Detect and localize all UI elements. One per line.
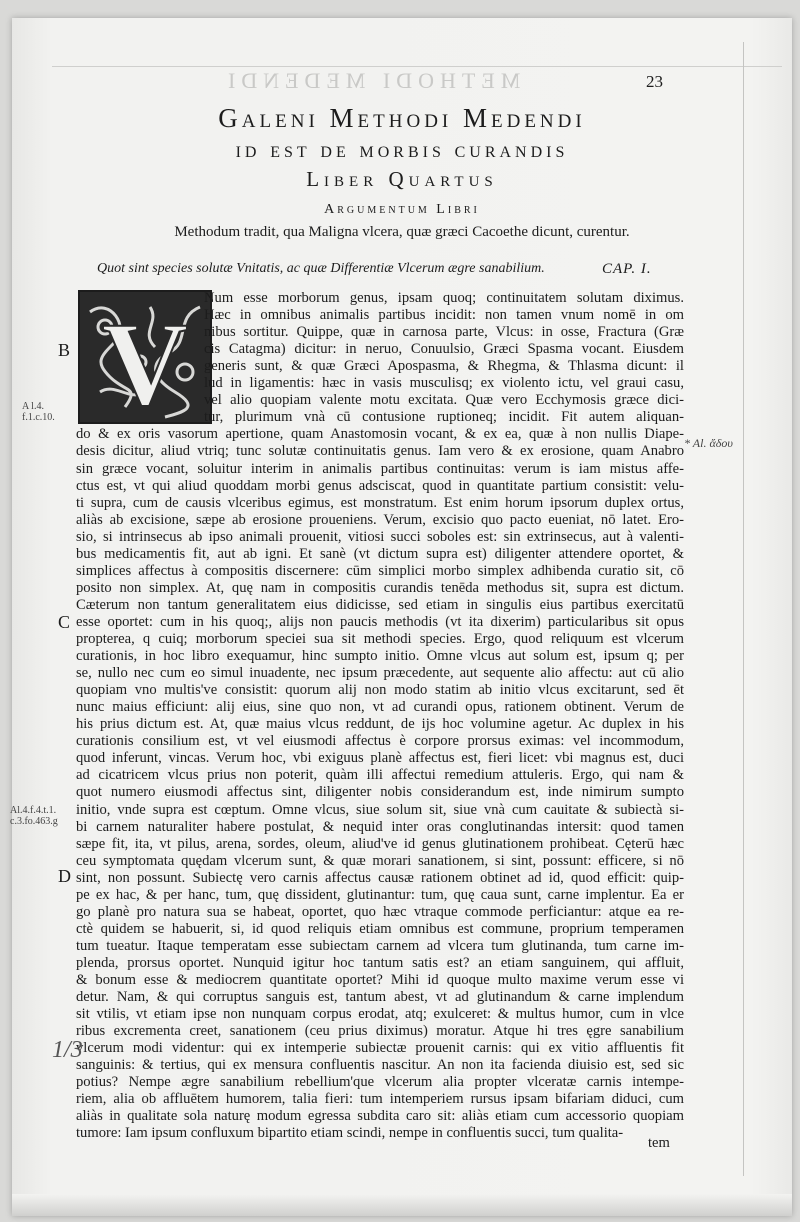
body-line: ceu symptomata quędam vlcerum sunt, & quæ morari sanationem, si sint, possunt: efficere, si nō bbox=[76, 852, 684, 869]
body-line: ctus est, vt qui aliud quoddam morbi genus adsciscat, quod in quantitate partium consistit: velu- bbox=[76, 477, 684, 494]
body-line: plenda, prorsus oportet. Nunquid igitur hoc tantum satis est? an etiam sanguinem, qui affluit, bbox=[76, 954, 684, 971]
chapter-rubric: Quot sint species solutæ Vnitatis, ac quæ Differentiæ Vlcerum ægre sanabilium. bbox=[97, 261, 545, 276]
page-fold-line bbox=[52, 66, 782, 67]
body-line: go planè pro natura sua se habeat, oportet, quo hæc vtraque commode perficiantur: atque ea re- bbox=[76, 903, 684, 920]
body-line: ribus excrementa creet, sanationem (ceu prius diximus) moratur. Atque hi tres ęgre sanabilium bbox=[76, 1023, 684, 1040]
body-line: curationis consilium est, vt vel eiusmodi affectus è corpore prorsus eximas: vel incommodum, bbox=[76, 733, 684, 750]
body-line: posito non simplex. At, quę nam in compositis curandis tenēda methodus sit, supra est dictum. bbox=[76, 579, 684, 596]
page-number: 23 bbox=[646, 72, 663, 91]
body-line: his prius dictum est. At, quæ maius vlcus reddunt, de ijs hoc volumine agetur. Ac duplex in his bbox=[76, 716, 684, 733]
body-line: Num esse morborum genus, ipsam quoq; continuitatem solutam diximus. bbox=[204, 290, 684, 306]
title-line-3: Liber Quartus bbox=[306, 167, 498, 191]
body-line: pe ex hac, & per hanc, tum, quę dissident, glutinantur: tum, quę caua sunt, carne implentur. Ea er bbox=[76, 886, 684, 903]
page-bottom-edge bbox=[12, 1194, 792, 1216]
body-line: aliàs ab excisione, sæpe ab erosione proueniens. Verum, excisio quo pacto eueniat, nō latet. Ero- bbox=[76, 511, 684, 528]
body-line: generis sunt, & quæ Græci Apospasma, & Rhegma, & Thlasma dicunt: il bbox=[204, 358, 684, 375]
chapter-number: CAP. I. bbox=[602, 261, 652, 277]
catchword: tem bbox=[648, 1135, 670, 1151]
book-page bbox=[12, 18, 792, 1216]
body-line: vlcerum modi videntur: qui ex intemperie subiectæ prouenit carnis: qui ex vitio affluentis fit bbox=[76, 1040, 684, 1057]
body-line: sint, non possunt. Subiectę vero carnis affectus causæ rationem obtinet ad id, quod efficit: quip- bbox=[76, 869, 684, 886]
body-line: riem, alia ob affluētem humorem, talia fieri: tum intemperiem rursus ipsam bifariam diduci, cum bbox=[76, 1091, 684, 1108]
body-line: cis Catagma) dicitur: in neruo, Conuulsio, Græci Spasma vocant. Eiusdem bbox=[204, 341, 684, 358]
foliage-ornament-icon bbox=[80, 292, 210, 422]
argument-heading: Argumentum Libri bbox=[324, 202, 480, 217]
body-line: se, nullo nec cum eo simul inuadente, nec ipsum præcedente, aut sequente alio affectu: aut cū alio bbox=[76, 665, 684, 682]
margin-letter-d: D bbox=[58, 866, 71, 886]
margin-reference-top: A l.4. f.1.c.10. bbox=[22, 401, 55, 423]
body-line: initio, vnde supra est cœptum. Omne vlcus, siue solum sit, siue vnà cum cauitate & subiectà si- bbox=[76, 801, 684, 818]
body-line: propterea, q cuiq; morborum speciei sua sit methodi species. Ergo, quod reliquum est vlcerum bbox=[76, 631, 684, 647]
body-line: ad cicatricem vlcus prius non poterit, quàm illi affectui remedium attuleris. Ergo, qui nam & bbox=[76, 767, 684, 784]
argument-text: Methodum tradit, qua Maligna vlcera, quæ græci Cacoethe dicunt, curentur. bbox=[174, 224, 630, 240]
body-line: quopiam vno multis've consistit: quorum alij non modo statim ab initio vlcus excitarunt, sed ēt bbox=[76, 682, 684, 699]
body-line: sæpe fit, ita, vt pilus, arena, sordes, oleum, aliud've id genus glutinationem prohibeat. Cęterū hæc bbox=[76, 835, 684, 852]
body-line: quot numero eiusmodi affectus sint, diligenter nobis considerandum est, inde nimirum sumpto bbox=[76, 784, 684, 801]
body-line: bus medicamentis fit, aut ab igni. Et sanè (vt dictum supra est) diligenter attendere oportet, & bbox=[76, 545, 684, 562]
body-line: quod inferunt, vincas. Verum hoc, vbi exiguus planè affectus est, fieri licet: vbi magnus est, duci bbox=[76, 750, 684, 767]
title-line-1: Galeni Methodi Medendi bbox=[218, 103, 586, 133]
initial-letter: V bbox=[101, 297, 189, 422]
body-line: tumore: Iam ipsum confluxum bipartito etiam scindi, nempe in confluentis succi, tum qualita- bbox=[76, 1125, 624, 1142]
body-line: nibus sortitur. Quippe, quæ in carnosa parte, Vlcus: in osse, Fractura (Græ bbox=[204, 324, 684, 341]
body-line: Hæc in omnibus animalis partibus incidit: non tamen vnum nomē in om bbox=[204, 307, 684, 324]
body-line: tum tueatur. Itaque temperatam esse subiectam carnem ad vlcera tum glutinanda, tum carne im- bbox=[76, 937, 684, 954]
body-line: ti supra, cum de causis vlceribus egimus, est monstratum. Est enim horum ipsorum duplex ortus, bbox=[76, 494, 684, 511]
body-line: tur, plurimum vnà cū contusione ruptioneq; incidit. Fit autem aliquan- bbox=[204, 409, 684, 426]
margin-reference-bottom: Al.4.f.4.t.1. c.3.fo.463.g bbox=[10, 805, 58, 827]
margin-letter-c: C bbox=[58, 612, 71, 632]
body-line: sit vtilis, vt etiam ipse non nunquam corpus erodat, atq; exulceret: & multus humor, cum in vlce bbox=[76, 1006, 684, 1023]
body-line: Cæterum non tantum generalitatem eius didicisse, sed etiam in singulis eius partibus exercitatū bbox=[76, 596, 684, 613]
body-line: potius? Nempe ægre sanabilium rebellium'que vlcerum alia propter vlceratæ carnis intempe- bbox=[76, 1074, 684, 1091]
body-line: detur. Nam, & qui corruptus sanguis est, tantum abest, vt ad glutinandum & carne implendum bbox=[76, 989, 684, 1006]
body-line: vel alio quopiam valente motu excitata. Quæ vero Ecchymosis græce dici- bbox=[204, 392, 684, 409]
body-line: & bonum esse & mediocrem quantitate oportet? Mihi id quoque multo maxime verum esse vi bbox=[76, 972, 684, 988]
body-line: ctè quidem se habuerit, si, id quod reliquis etiam omnibus est commune, proprium temperamen bbox=[76, 920, 684, 937]
body-line: sanguinis: & tertius, qui ex mensura confluentis nascitur. An non ita facienda diuisio est, sed sic bbox=[76, 1057, 684, 1074]
margin-note-right: * Al. ἄδου bbox=[684, 436, 733, 450]
body-line: esse oportet: cum in his quoq;, alijs non paucis methodis (vt ita dixerim) particularibus sit opus bbox=[76, 613, 684, 630]
margin-letter-b: B bbox=[58, 340, 71, 360]
body-line: lud in ligamentis: hæc in vasis musculisq; ex violento ictu, vel graui casu, bbox=[204, 375, 684, 392]
title-line-2: id est de morbis curandis bbox=[235, 137, 569, 162]
body-line: nunc maius efficiunt: alij eius, sine quo non, vt ad curandi opus, rationem obtinent. Verum de bbox=[76, 699, 684, 716]
body-line: do & ex oris vasorum apertione, quam Anastomosin vocant, & ex ea, quæ à non nullis Diape- bbox=[76, 426, 684, 443]
body-line: sio, si intrinsecus ab ipso animali prouenit, vitiosi succi soboles est: sin extrinsecus, aut à valenti- bbox=[76, 528, 684, 545]
body-line: sin græce vocant, soluitur interim in animalis partibus continuitas: verum is iam mistus affe- bbox=[76, 460, 684, 477]
body-line: curationis, in hoc libro exequamur, hinc sumpto initio. Omne vlcus aut solum est, ipsum q; per bbox=[76, 648, 684, 665]
body-line: desis dicitur, aliud vtriq; tunc solutæ continuitatis genus. Iam vero & ex erosione, quam Anabro bbox=[76, 443, 684, 460]
decorated-initial bbox=[78, 290, 212, 424]
bleed-through-running-head: METHODI MEDENDI bbox=[222, 68, 521, 93]
body-line: bi carnem naturaliter habere postulat, & nequid inter oras conglutinandas intersit: quod tamen bbox=[76, 818, 684, 835]
handwritten-note: 1/3 bbox=[52, 1037, 83, 1063]
body-line: aliàs in qualitate sola naturę modum egressa subdita caro sit: aliàs etiam cum accessorio quopiam bbox=[76, 1108, 684, 1125]
body-line: simplices affectus à compositis discernere: cūm simplici morbo simplex adhibenda curatio sit, cō bbox=[76, 562, 684, 579]
